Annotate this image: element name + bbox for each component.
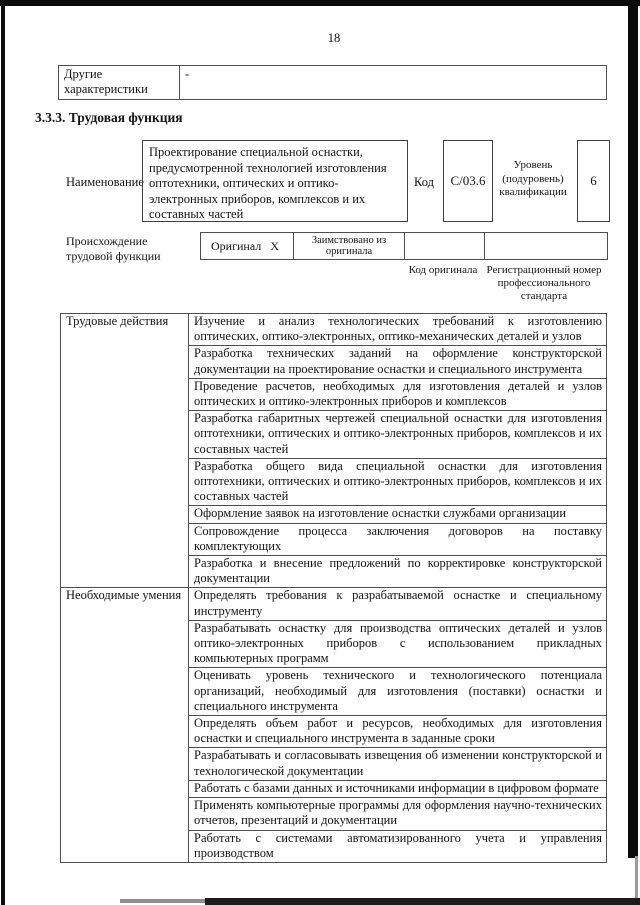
table-cell: Проведение расчетов, необходимых для изготовления деталей и узлов оптических и оптико-электронных приборов и комплексов [189, 378, 607, 410]
origin-label: Происхождение трудовой функции [66, 234, 161, 263]
other-characteristics-label: Другие характеристики [59, 66, 180, 100]
origin-table [200, 232, 608, 260]
table-cell: Оформление заявок на изготовление оснастки службами организации [189, 506, 607, 523]
origin-code-cell [405, 233, 485, 260]
function-code-label: Код [414, 175, 434, 189]
table-row [61, 314, 607, 346]
table-row [201, 233, 608, 260]
table-cell: Разработка габаритных чертежей специальной оснастки для изготовления оптотехники, оптических и оптико-электронных приборов, комплексов и их составных частей [189, 411, 607, 459]
table-cell: Определять объем работ и ресурсов, необходимых для изготовления оснастки и специального инструмента в заданные сроки [189, 716, 607, 748]
section-heading: 3.3.3. Трудовая функция [35, 110, 183, 125]
scan-edge-left [1, 0, 5, 905]
table-cell: Изучение и анализ технологических требований к изготовлению оптических, оптико-электронных, оптико-механических деталей и узлов [189, 314, 607, 346]
other-characteristics-value: - [180, 66, 607, 100]
table-cell: Работать с базами данных и источниками информации в цифровом формате [189, 780, 607, 797]
scan-edge-bottom-fade [120, 899, 210, 903]
section-label-skills: Необходимые умения [61, 588, 189, 862]
table-cell: Сопровождение процесса заключения договоров на поставку комплектующих [189, 523, 607, 555]
table-row [61, 588, 607, 620]
origin-regnum-cell [485, 233, 608, 260]
origin-regnum-caption: Регистрационный номер профессионального стандарта [486, 264, 602, 302]
scan-edge-top [0, 0, 640, 6]
origin-original-text: Оригинал [211, 238, 262, 253]
table-row [59, 66, 607, 100]
page-number: 18 [327, 31, 341, 45]
table-cell: Разрабатывать и согласовывать извещения об изменении конструкторской и технологической документации [189, 748, 607, 780]
origin-code-caption: Код оригинала [408, 264, 478, 276]
function-code-box: С/03.6 [443, 140, 493, 222]
section-label-actions: Трудовые действия [61, 314, 189, 588]
table-cell: Работать с системами автоматизированного учета и управления производством [189, 830, 607, 862]
table-cell: Оценивать уровень технического и технологического потенциала организаций, необходимый для изготовления (поставки) оснастки и специального инструмента [189, 668, 607, 716]
qualification-level-label: Уровень (подуровень) квалификации [499, 159, 567, 198]
scan-edge-bottom [205, 898, 640, 905]
table-cell: Разработка общего вида специальной оснастки для изготовления оптотехники, оптических и оптико-электронных приборов, комплексов и их составных частей [189, 458, 607, 506]
table-cell: Применять компьютерные программы для оформления научно-технических отчетов, презентаций и документации [189, 798, 607, 830]
qualification-level-box: 6 [577, 140, 610, 222]
origin-borrowed-cell [294, 233, 405, 260]
function-name-label: Наименование [66, 175, 144, 189]
other-characteristics-table [58, 65, 607, 100]
origin-borrowed-text: Заимствовано из оригинала [311, 234, 387, 257]
table-cell: Разрабатывать оснастку для производства оптических деталей и узлов оптико-электронных приборов с использованием прикладных компьютерных программ [189, 620, 607, 668]
table-cell: Определять требования к разрабатываемой оснастке и специальному инструменту [189, 588, 607, 620]
origin-original-mark: X [270, 238, 279, 253]
origin-original-cell [201, 233, 294, 260]
table-cell: Разработка и внесение предложений по корректировке конструкторской документации [189, 556, 607, 588]
scan-edge-right [628, 0, 638, 858]
labor-function-table [60, 313, 607, 863]
function-name-box: Проектирование специальной оснастки, предусмотренной технологией изготовления оптотехники, оптических и оптико-электронных приборов, комплексов и их составных частей [142, 140, 408, 222]
table-cell: Разработка технических заданий на оформление конструкторской документации на проектирование оснастки и специального инструмента [189, 346, 607, 378]
